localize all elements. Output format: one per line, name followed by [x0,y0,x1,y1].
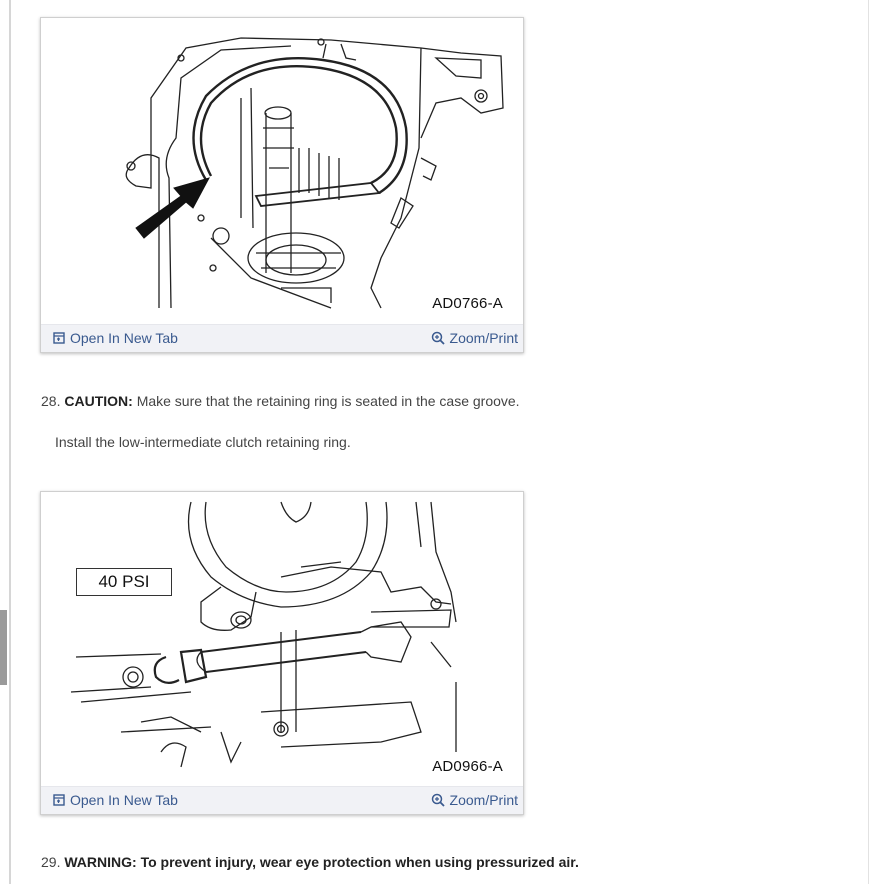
open-in-new-tab-label: Open In New Tab [70,792,178,808]
step-number: 28. [41,393,61,409]
zoom-print-link[interactable] [431,792,518,808]
open-in-new-tab-icon [53,332,65,344]
warning-text: To prevent injury, wear eye protection when using pressurized air. [140,854,579,870]
step-29-warning [41,854,579,870]
figure-toolbar [41,324,523,352]
warning-label: WARNING: [64,854,137,870]
zoom-print-label: Zoom/Print [449,792,518,808]
step-number: 29. [41,854,61,870]
figure-code: AD0766-A [432,295,503,312]
zoom-print-label: Zoom/Print [449,330,518,346]
step-28-instruction: Install the low-intermediate clutch retaining ring. [55,434,351,450]
figure-ad0766 [40,17,524,353]
step-28-caution [41,393,520,409]
caution-label: CAUTION: [64,393,133,409]
pressure-label-box: 40 PSI [76,568,172,596]
figure-toolbar [41,786,523,814]
figure-code: AD0966-A [432,758,503,775]
air-pressure-test-illustration [41,492,523,787]
open-in-new-tab-link[interactable] [53,330,178,346]
left-divider [9,0,11,884]
open-in-new-tab-icon [53,794,65,806]
zoom-in-icon [431,793,445,807]
figure-ad0966 [40,491,524,815]
transmission-case-illustration [41,18,523,324]
caution-text: Make sure that the retaining ring is seated in the case groove. [136,393,520,409]
scrollbar-thumb[interactable] [0,610,7,685]
zoom-print-link[interactable] [431,330,518,346]
zoom-in-icon [431,331,445,345]
open-in-new-tab-label: Open In New Tab [70,330,178,346]
open-in-new-tab-link[interactable] [53,792,178,808]
